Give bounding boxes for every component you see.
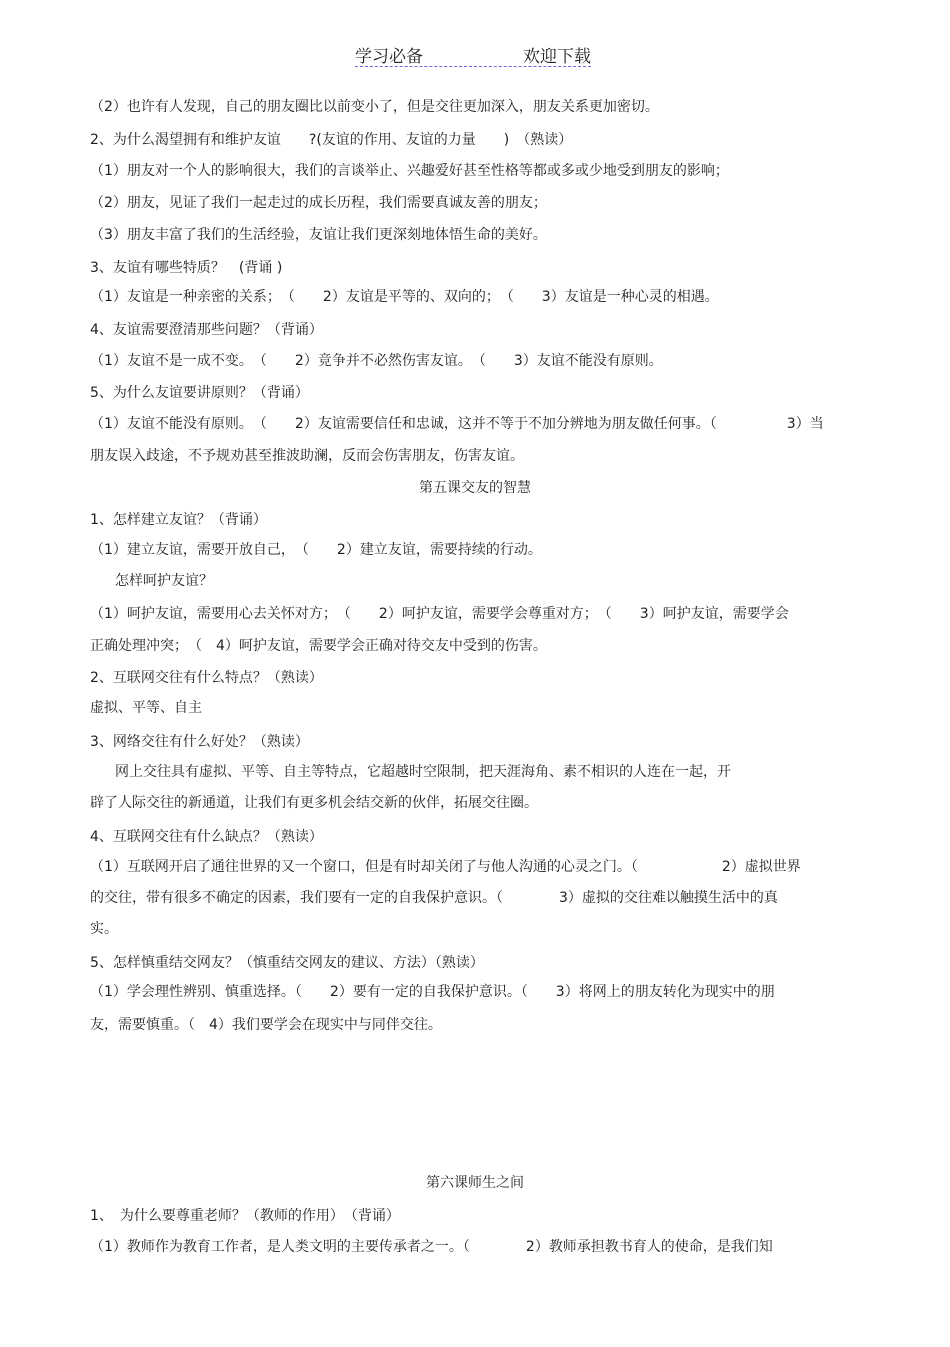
- text-line: （1）教师作为教育工作者，是人类文明的主要传承者之一。（ 2）教师承担教书育人的使命，是我们知: [90, 1239, 773, 1255]
- text-line: （2）朋友，见证了我们一起走过的成长历程，我们需要真诚友善的朋友；: [90, 195, 547, 211]
- text-line: （1）朋友对一个人的影响很大，我们的言谈举止、兴趣爱好甚至性格等都或多或少地受到朋友的影响；: [90, 163, 729, 179]
- text-line: 网上交往具有虚拟、平等、自主等特点，它超越时空限制，把天涯海角、素不相识的人连在一起，开: [115, 764, 731, 780]
- page-header: [355, 40, 591, 67]
- section-title: 第五课交友的智慧: [419, 480, 531, 496]
- text-line: （1）呵护友谊，需要用心去关怀对方； （ 2）呵护友谊，需要学会尊重对方； （ 3）呵护友谊，需要学会: [90, 606, 789, 622]
- text-line: （1）友谊不能没有原则。 （ 2）友谊需要信任和忠诚，这并不等于不加分辨地为朋友做任何事。（ 3）当: [90, 416, 824, 432]
- header-left-text: 学习必备: [355, 47, 423, 67]
- header-right-text: 欢迎下载: [523, 47, 591, 67]
- text-line: 虚拟、平等、自主: [90, 700, 202, 716]
- text-line: 的交往，带有很多不确定的因素，我们要有一定的自我保护意识。（ 3）虚拟的交往难以触摸生活中的真: [90, 890, 778, 906]
- text-line: 怎样呵护友谊？: [115, 573, 213, 589]
- text-line: （2）也许有人发现，自己的朋友圈比以前变小了，但是交往更加深入，朋友关系更加密切。: [90, 99, 659, 115]
- text-line: 朋友误入歧途，不予规劝甚至推波助澜，反而会伤害朋友，伤害友谊。: [90, 448, 524, 464]
- text-line: 实。: [90, 921, 118, 937]
- text-line: （1）学会理性辨别、慎重选择。（ 2）要有一定的自我保护意识。（ 3）将网上的朋友转化为现实中的朋: [90, 984, 775, 1000]
- text-line: 友，需要慎重。（ 4）我们要学会在现实中与同伴交往。: [90, 1017, 442, 1033]
- section-title: 第六课师生之间: [426, 1175, 524, 1191]
- text-line: 1、 为什么要尊重老师？（教师的作用） （背诵）: [90, 1208, 400, 1224]
- text-line: 4、互联网交往有什么缺点？（熟读）: [90, 829, 323, 845]
- text-line: 3、网络交往有什么好处？（熟读）: [90, 734, 309, 750]
- text-line: 4、友谊需要澄清那些问题？（背诵）: [90, 322, 323, 338]
- text-line: （3）朋友丰富了我们的生活经验，友谊让我们更深刻地体悟生命的美好。: [90, 227, 547, 243]
- text-line: （1）友谊是一种亲密的关系； （ 2）友谊是平等的、双向的； （ 3）友谊是一种心灵的相遇。: [90, 289, 719, 305]
- text-line: 2、互联网交往有什么特点？（熟读）: [90, 670, 323, 686]
- text-line: （1）友谊不是一成不变。 （ 2）竞争并不必然伤害友谊。 （ 3）友谊不能没有原则。: [90, 353, 663, 369]
- text-line: 3、友谊有哪些特质？ (背诵 ): [90, 260, 283, 276]
- text-line: 2、为什么渴望拥有和维护友谊 ?(友谊的作用、友谊的力量 ) （熟读）: [90, 132, 573, 148]
- text-line: 辟了人际交往的新通道，让我们有更多机会结交新的伙伴，拓展交往圈。: [90, 795, 538, 811]
- text-line: （1）建立友谊，需要开放自己， （ 2）建立友谊，需要持续的行动。: [90, 542, 542, 558]
- text-line: 正确处理冲突； （ 4）呵护友谊，需要学会正确对待交友中受到的伤害。: [90, 638, 547, 654]
- text-line: 5、怎样慎重结交网友？（慎重结交网友的建议、方法）（熟读）: [90, 955, 484, 971]
- text-line: 5、为什么友谊要讲原则？（背诵）: [90, 385, 309, 401]
- text-line: （1）互联网开启了通往世界的又一个窗口，但是有时却关闭了与他人沟通的心灵之门。（ 2）虚拟世界: [90, 859, 801, 875]
- text-line: 1、怎样建立友谊？（背诵）: [90, 512, 267, 528]
